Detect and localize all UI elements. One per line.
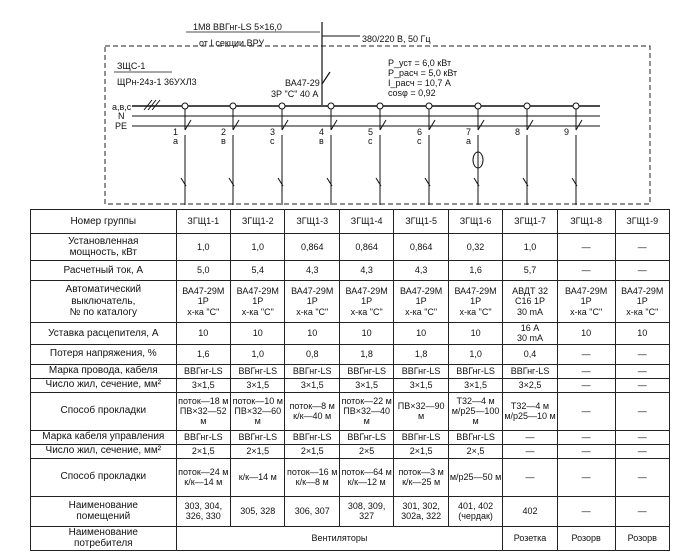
table-cell: 10 xyxy=(231,323,285,345)
bus-label-phase: а,в,с xyxy=(112,102,132,112)
groups-table xyxy=(30,209,670,551)
branch-breaker xyxy=(233,120,239,130)
row-label: Марка провода, кабеля xyxy=(31,364,177,378)
table-cell: — xyxy=(557,496,615,526)
table-cell: — xyxy=(557,444,615,458)
table-cell: 308, 309, 327 xyxy=(339,496,393,526)
table-cell: 3×2,5 xyxy=(503,378,557,392)
table-cell: ВВГнг-LS xyxy=(394,430,448,444)
group-phase: а xyxy=(466,136,472,146)
row-label: Установленная мощность, кВт xyxy=(31,234,177,261)
table-cell: — xyxy=(615,444,669,458)
group-number: 5 xyxy=(368,127,374,137)
table-cell: 10 xyxy=(615,323,669,345)
table-row xyxy=(31,496,670,526)
panel-name: ЗЩС-1 xyxy=(117,61,146,71)
table-cell: Розетка xyxy=(503,526,557,550)
group-number: 1 xyxy=(173,127,179,137)
panel-type: ЩРн-24з-1 36УХЛ3 xyxy=(117,77,197,87)
row-label: Способ прокладки xyxy=(31,458,177,496)
group-number: 9 xyxy=(564,127,570,137)
main-breaker-symbol xyxy=(322,72,330,84)
row-label: Число жил, сечение, мм² xyxy=(31,444,177,458)
table-cell: АВДТ 32 С16 1Р 30 mA xyxy=(503,281,557,323)
bus-label-n: N xyxy=(118,111,125,121)
table-cell: — xyxy=(615,378,669,392)
table-cell: ВА47-29М 1Р х-ка "С" xyxy=(176,281,230,323)
group-number: 6 xyxy=(417,127,423,137)
table-row xyxy=(31,444,670,458)
table-cell: Розорв xyxy=(557,526,615,550)
table-cell: — xyxy=(557,430,615,444)
table-cell: к/к—14 м xyxy=(231,458,285,496)
table-cell: 5,7 xyxy=(503,261,557,281)
table-cell: ВА47-29М 1Р х-ка "С" xyxy=(394,281,448,323)
table-cell: ВВГнг-LS xyxy=(448,430,502,444)
row-label: Уставка расцепителя, А xyxy=(31,323,177,345)
group-number: 7 xyxy=(466,127,472,137)
table-cell: поток—10 м ПВ×32—60 м xyxy=(231,392,285,430)
supply-label: 380/220 В, 50 Гц xyxy=(362,34,431,44)
branch-node xyxy=(524,103,530,109)
table-cell: 10 xyxy=(285,323,339,345)
table-cell: ЗГЩ1-5 xyxy=(394,210,448,234)
table-cell: 3×1,5 xyxy=(339,378,393,392)
branch-breaker xyxy=(576,120,582,130)
table-cell: м/р25—50 м xyxy=(448,458,502,496)
branch-node xyxy=(230,103,236,109)
table-cell: 5,0 xyxy=(176,261,230,281)
group-phase: а xyxy=(173,136,179,146)
table-cell: 3×1,5 xyxy=(285,378,339,392)
table-cell: ВВГнг-LS xyxy=(285,430,339,444)
table-row xyxy=(31,458,670,496)
group-number: 4 xyxy=(319,127,325,137)
table-cell: ВВГнг-LS xyxy=(503,364,557,378)
table-cell: — xyxy=(615,458,669,496)
row-label: Способ прокладки xyxy=(31,392,177,430)
table-cell: 0,864 xyxy=(339,234,393,261)
table-cell: 2×,5 xyxy=(448,444,502,458)
table-cell: 1,6 xyxy=(448,261,502,281)
table-cell: 1,0 xyxy=(231,234,285,261)
table-cell: — xyxy=(615,496,669,526)
table-cell: 303, 304, 326, 330 xyxy=(176,496,230,526)
table-cell: 2×1,5 xyxy=(231,444,285,458)
table-cell: ВВГнг-LS xyxy=(176,364,230,378)
table-cell: 1,0 xyxy=(176,234,230,261)
feeder-label-1: 1М8 ВВГнг-LS 5×16,0 xyxy=(193,22,282,32)
table-cell: — xyxy=(503,430,557,444)
table-cell: 10 xyxy=(176,323,230,345)
table-cell: 1,8 xyxy=(394,344,448,364)
table-cell: 4,3 xyxy=(339,261,393,281)
branch-node xyxy=(573,103,579,109)
branch-node xyxy=(328,103,334,109)
param-cosphi: cosφ = 0,92 xyxy=(388,88,436,98)
table-row xyxy=(31,526,670,550)
table-cell: 1,0 xyxy=(503,234,557,261)
table-cell: — xyxy=(615,430,669,444)
row-label: Расчетный ток, А xyxy=(31,261,177,281)
table-cell: поток—24 м к/к—14 м xyxy=(176,458,230,496)
table-cell: 0,8 xyxy=(285,344,339,364)
table-cell: ВА47-29М 1Р х-ка "С" xyxy=(557,281,615,323)
table-cell: ВА47-29М 1Р х-ка "С" xyxy=(285,281,339,323)
table-cell: 306, 307 xyxy=(285,496,339,526)
table-row xyxy=(31,364,670,378)
table-cell: 301, 302, 302а, 322 xyxy=(394,496,448,526)
branch-node xyxy=(182,103,188,109)
table-cell: 305, 328 xyxy=(231,496,285,526)
table-cell: 2×1,5 xyxy=(176,444,230,458)
table-cell: 10 xyxy=(394,323,448,345)
table-cell: ВВГнг-LS xyxy=(285,364,339,378)
table-cell: — xyxy=(503,444,557,458)
row-label: Марка кабеля управления xyxy=(31,430,177,444)
row-label: Потеря напряжения, % xyxy=(31,344,177,364)
table-row xyxy=(31,234,670,261)
table-cell: ЗГЩ1-7 xyxy=(503,210,557,234)
branch-breaker xyxy=(478,120,484,130)
group-phase: с xyxy=(270,136,275,146)
table-cell: ВВГнг-LS xyxy=(231,364,285,378)
main-breaker-label-1: ВА47-29 xyxy=(285,78,320,88)
table-cell: 16 А 30 mA xyxy=(503,323,557,345)
table-cell: 0,864 xyxy=(394,234,448,261)
table-cell: ЗГЩ1-6 xyxy=(448,210,502,234)
table-cell: 402 xyxy=(503,496,557,526)
table-cell: ЗГЩ1-2 xyxy=(231,210,285,234)
table-cell: 0,4 xyxy=(503,344,557,364)
row-label: Число жил, сечение, мм² xyxy=(31,378,177,392)
branch-breaker xyxy=(331,120,337,130)
table-cell: 3×1,5 xyxy=(394,378,448,392)
table-cell: 0,864 xyxy=(285,234,339,261)
group-number: 2 xyxy=(221,127,227,137)
table-cell: — xyxy=(615,364,669,378)
table-cell: поток—16 м к/к—8 м xyxy=(285,458,339,496)
row-label: Наименование помещений xyxy=(31,496,177,526)
table-cell: 10 xyxy=(557,323,615,345)
table-row xyxy=(31,378,670,392)
table-cell: ЗГЩ1-3 xyxy=(285,210,339,234)
table-cell: — xyxy=(557,364,615,378)
table-cell: 3×1,5 xyxy=(231,378,285,392)
branch-breaker xyxy=(282,120,288,130)
table-cell: ВВГнг-LS xyxy=(339,430,393,444)
table-cell: — xyxy=(615,261,669,281)
table-cell: — xyxy=(557,458,615,496)
param-p-inst: P_уст = 6,0 кВт xyxy=(388,58,452,68)
table-cell: ВВГнг-LS xyxy=(231,430,285,444)
table-cell: поток—3 м к/к—25 м xyxy=(394,458,448,496)
table-cell: 10 xyxy=(448,323,502,345)
table-cell: 10 xyxy=(339,323,393,345)
table-cell: поток—8 м к/к—40 м xyxy=(285,392,339,430)
table-cell: ЗГЩ1-9 xyxy=(615,210,669,234)
group-phase: с xyxy=(368,136,373,146)
branch-node xyxy=(377,103,383,109)
table-cell: 0,32 xyxy=(448,234,502,261)
table-cell: ВВГнг-LS xyxy=(176,430,230,444)
row-label: Наименование потребителя xyxy=(31,526,177,550)
branch-node xyxy=(279,103,285,109)
main-breaker-label-2: 3Р "С" 40 А xyxy=(271,89,319,99)
table-cell: Т32—4 м м/р25—100 м xyxy=(448,392,502,430)
table-cell: ЗГЩ1-1 xyxy=(176,210,230,234)
single-line-diagram xyxy=(0,0,673,210)
table-cell: 3×1,5 xyxy=(448,378,502,392)
branch-breaker xyxy=(527,120,533,130)
table-cell: Т32—4 м м/р25—10 м xyxy=(503,392,557,430)
table-cell: поток—22 м ПВ×32—40 м xyxy=(339,392,393,430)
table-cell: ВА47-29М 1Р х-ка "С" xyxy=(615,281,669,323)
table-cell: ВА47-29М 1Р х-ка "С" xyxy=(231,281,285,323)
table-cell: 1,6 xyxy=(176,344,230,364)
table-cell: поток—64 м к/к—12 м xyxy=(339,458,393,496)
table-cell: 4,3 xyxy=(394,261,448,281)
consumer-merged-cell: Вентиляторы xyxy=(176,526,503,550)
group-number: 3 xyxy=(270,127,276,137)
table-row xyxy=(31,261,670,281)
table-cell: 401, 402 (чердак) xyxy=(448,496,502,526)
table-cell: — xyxy=(615,344,669,364)
branch-node xyxy=(426,103,432,109)
table-cell: — xyxy=(615,234,669,261)
table-cell: 1,0 xyxy=(231,344,285,364)
table-cell: ПВ×32—90 м xyxy=(394,392,448,430)
param-i-calc: I_расч = 10,7 А xyxy=(388,78,451,88)
feeder-label-2: от I секции ВРУ xyxy=(199,38,265,48)
table-cell: Розорв xyxy=(615,526,669,550)
table-cell: — xyxy=(557,344,615,364)
table-cell: — xyxy=(557,234,615,261)
table-cell: 2×5 xyxy=(339,444,393,458)
table-cell: ВА47-29М 1Р х-ка "С" xyxy=(448,281,502,323)
table-cell: — xyxy=(557,378,615,392)
table-cell: — xyxy=(503,458,557,496)
table-cell: ЗГЩ1-4 xyxy=(339,210,393,234)
table-cell: — xyxy=(557,392,615,430)
table-cell: 3×1,5 xyxy=(176,378,230,392)
table-cell: ЗГЩ1-8 xyxy=(557,210,615,234)
branch-node xyxy=(475,103,481,109)
table-cell: 1,0 xyxy=(448,344,502,364)
table-cell: ВВГнг-LS xyxy=(339,364,393,378)
table-row xyxy=(31,430,670,444)
table-row xyxy=(31,323,670,345)
row-label: Номер группы xyxy=(31,210,177,234)
table-cell: поток—18 м ПВ×32—52 м xyxy=(176,392,230,430)
branch-breaker xyxy=(380,120,386,130)
row-label: Автоматический выключатель, № по каталогу xyxy=(31,281,177,323)
table-cell: — xyxy=(615,392,669,430)
table-cell: ВВГнг-LS xyxy=(448,364,502,378)
table-cell: 1,8 xyxy=(339,344,393,364)
table-row xyxy=(31,210,670,234)
table-cell: — xyxy=(557,261,615,281)
branch-breaker xyxy=(185,120,191,130)
group-number: 8 xyxy=(515,127,521,137)
group-phase: в xyxy=(319,136,324,146)
table-cell: ВА47-29М 1Р х-ка "С" xyxy=(339,281,393,323)
group-phase: в xyxy=(221,136,226,146)
bus-label-pe: PE xyxy=(115,121,128,131)
table-cell: 5,4 xyxy=(231,261,285,281)
branch-breaker xyxy=(429,120,435,130)
table-row xyxy=(31,344,670,364)
table-cell: ВВГнг-LS xyxy=(394,364,448,378)
param-p-calc: P_расч = 5,0 кВт xyxy=(388,68,458,78)
table-cell: 2×1,5 xyxy=(285,444,339,458)
table-row xyxy=(31,392,670,430)
table-cell: 2×1,5 xyxy=(394,444,448,458)
group-phase: с xyxy=(417,136,422,146)
table-cell: 4,3 xyxy=(285,261,339,281)
table-row xyxy=(31,281,670,323)
